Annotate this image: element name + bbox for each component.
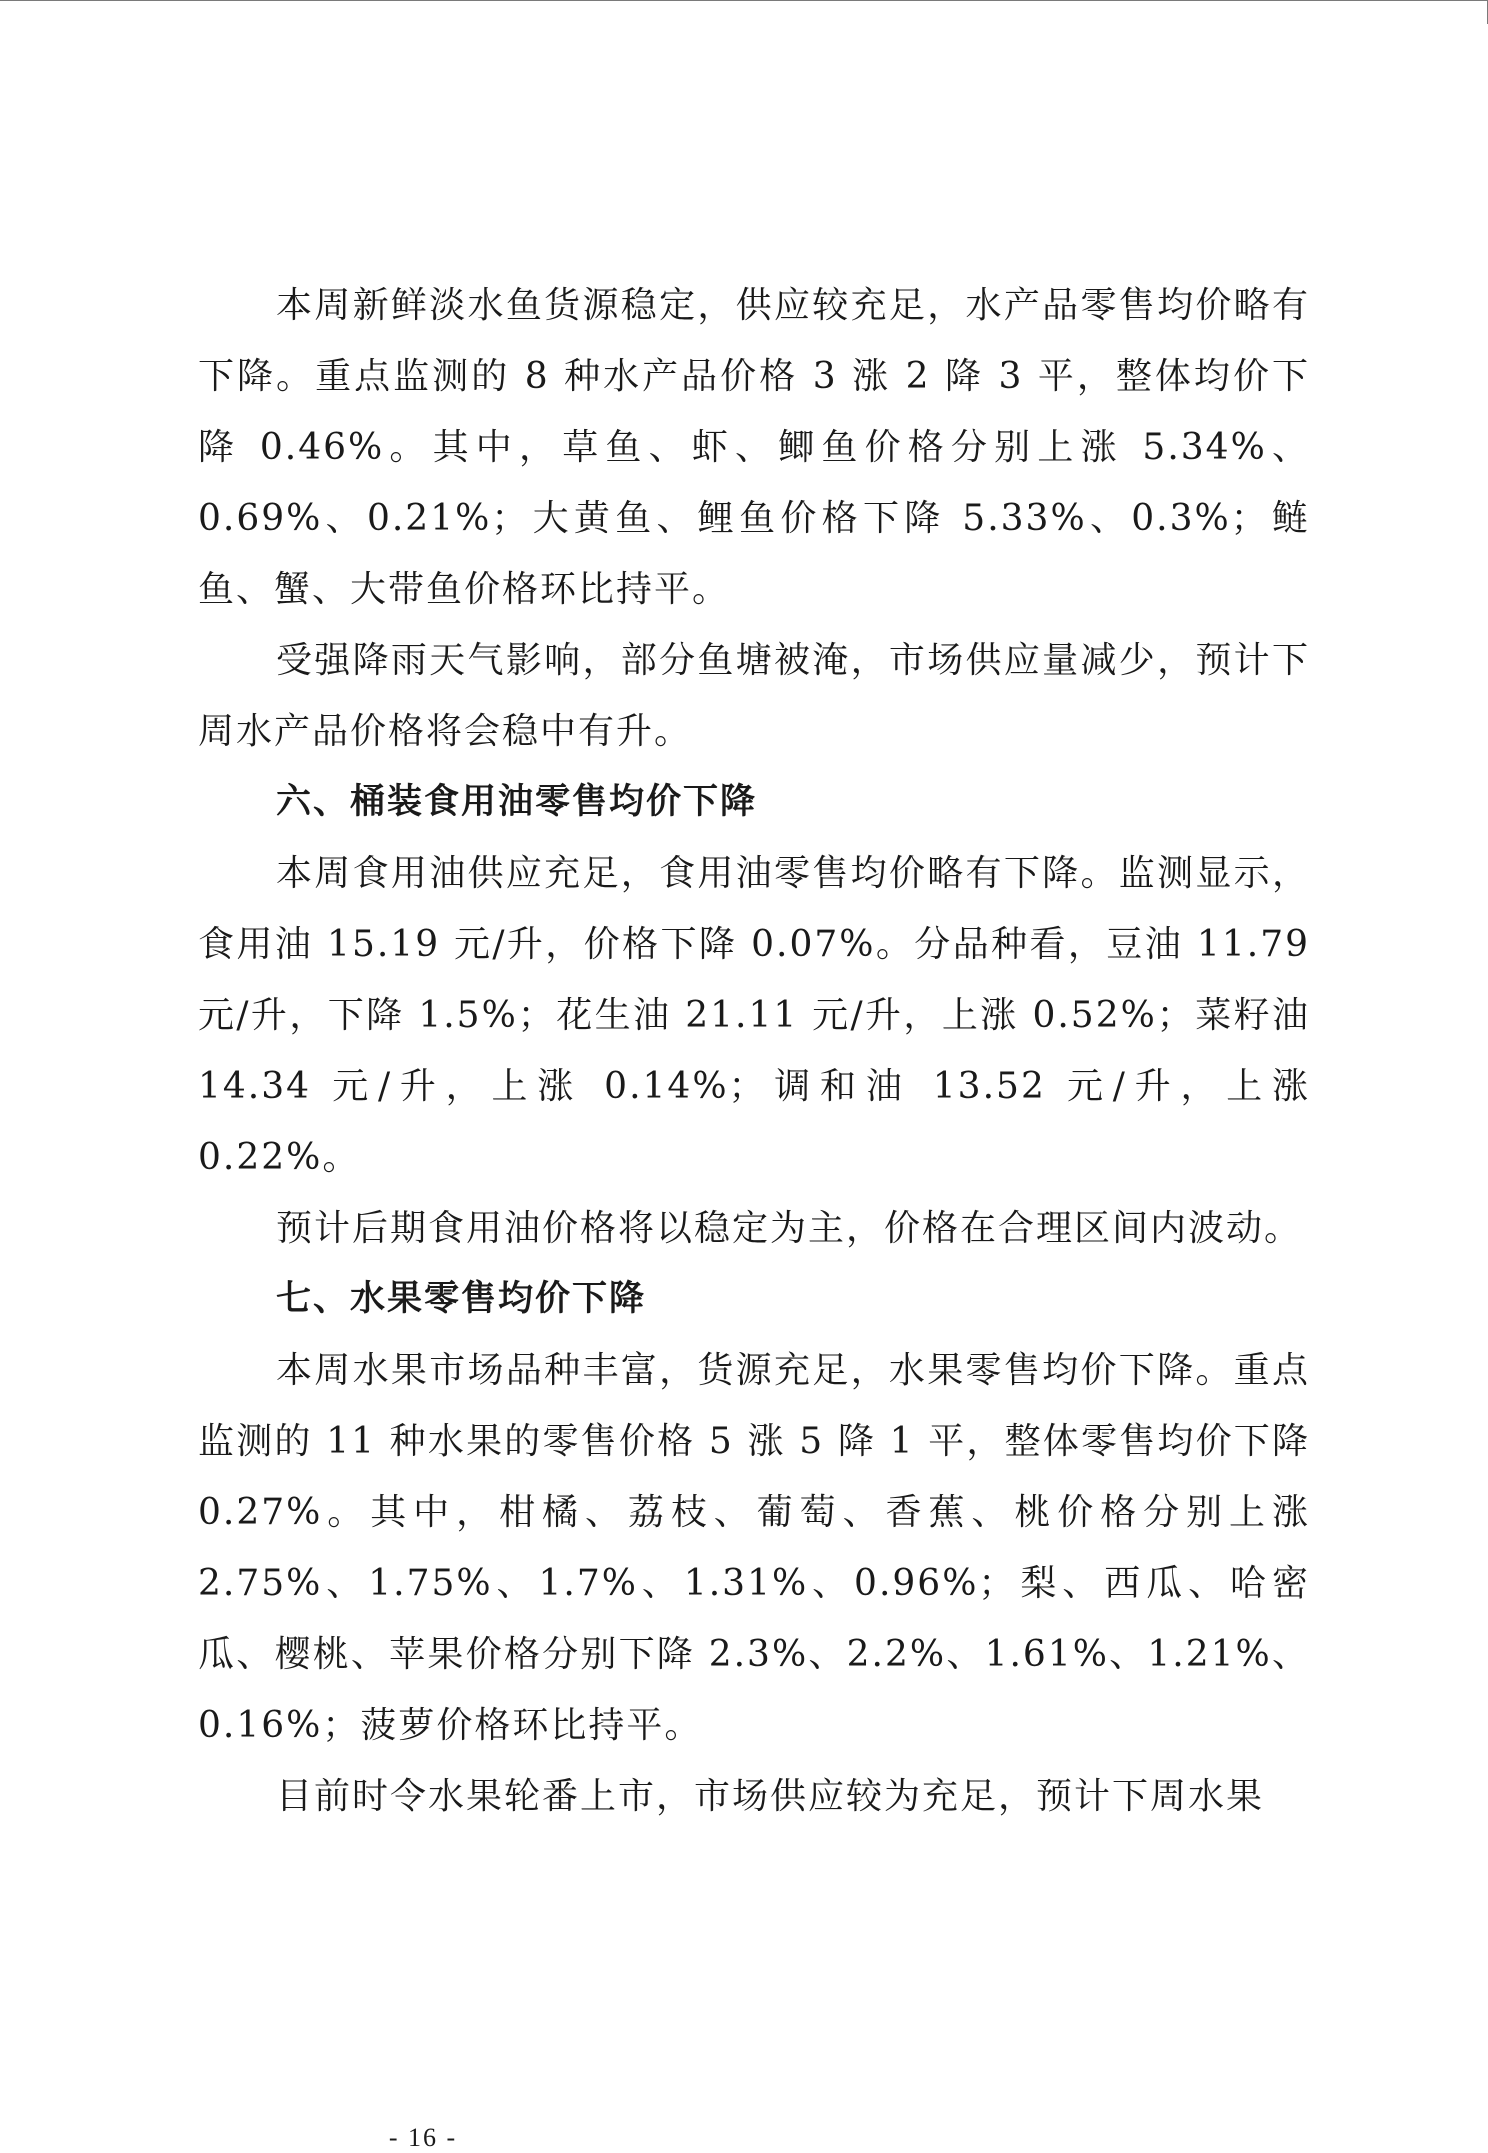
paragraph-edible-oil-forecast: 预计后期食用油价格将以稳定为主，价格在合理区间内波动。 [276, 1208, 1303, 1249]
paragraph-fruit-prices: 本周水果市场品种丰富，货源充足，水果零售均价下降。重点监测的 11 种水果的零售价格 5 涨 5 降 1 平，整体零售均价下降 0.27%。其中，柑橘、荔枝、葡萄、香蕉、桃价格分别上涨 2.75%、1.75%、1.7%、1.31%、0.96%；梨、西瓜、哈密瓜、樱桃、苹果价格分别下降 2.3%、2.2%、1.61%、1.21%、0.16%；菠萝价格环比持平。 [198, 1350, 1310, 1746]
paragraph-aquatic-products: 本周新鲜淡水鱼货源稳定，供应较充足，水产品零售均价略有下降。重点监测的 8 种水产品价格 3 涨 2 降 3 平，整体均价下降 0.46%。其中，草鱼、虾、鲫鱼价格分别上涨 5.34%、0.69%、0.21%；大黄鱼、鲤鱼价格下降 5.33%、0.3%；鲢鱼、蟹、大带鱼价格环比持平。 [198, 285, 1310, 610]
paragraph-fruit-forecast: 目前时令水果轮番上市，市场供应较为充足，预计下周水果 [276, 1776, 1265, 1817]
section-heading-fruit: 七、水果零售均价下降 [276, 1279, 647, 1319]
section-heading-edible-oil: 六、桶装食用油零售均价下降 [276, 782, 758, 822]
paragraph-edible-oil-prices: 本周食用油供应充足，食用油零售均价略有下降。监测显示，食用油 15.19 元/升，价格下降 0.07%。分品种看，豆油 11.79 元/升，下降 1.5%；花生油 21.11 元/升，上涨 0.52%；菜籽油 14.34 元/升，上涨 0.14%；调和油 13.52 元/升，上涨 0.22%。 [198, 853, 1310, 1178]
document-page [198, 270, 1310, 2152]
paragraph-aquatic-forecast: 受强降雨天气影响，部分鱼塘被淹，市场供应量减少，预计下周水产品价格将会稳中有升。 [198, 640, 1310, 752]
page-number: - 16 - [388, 2123, 458, 2152]
top-border-line [0, 0, 1487, 1]
